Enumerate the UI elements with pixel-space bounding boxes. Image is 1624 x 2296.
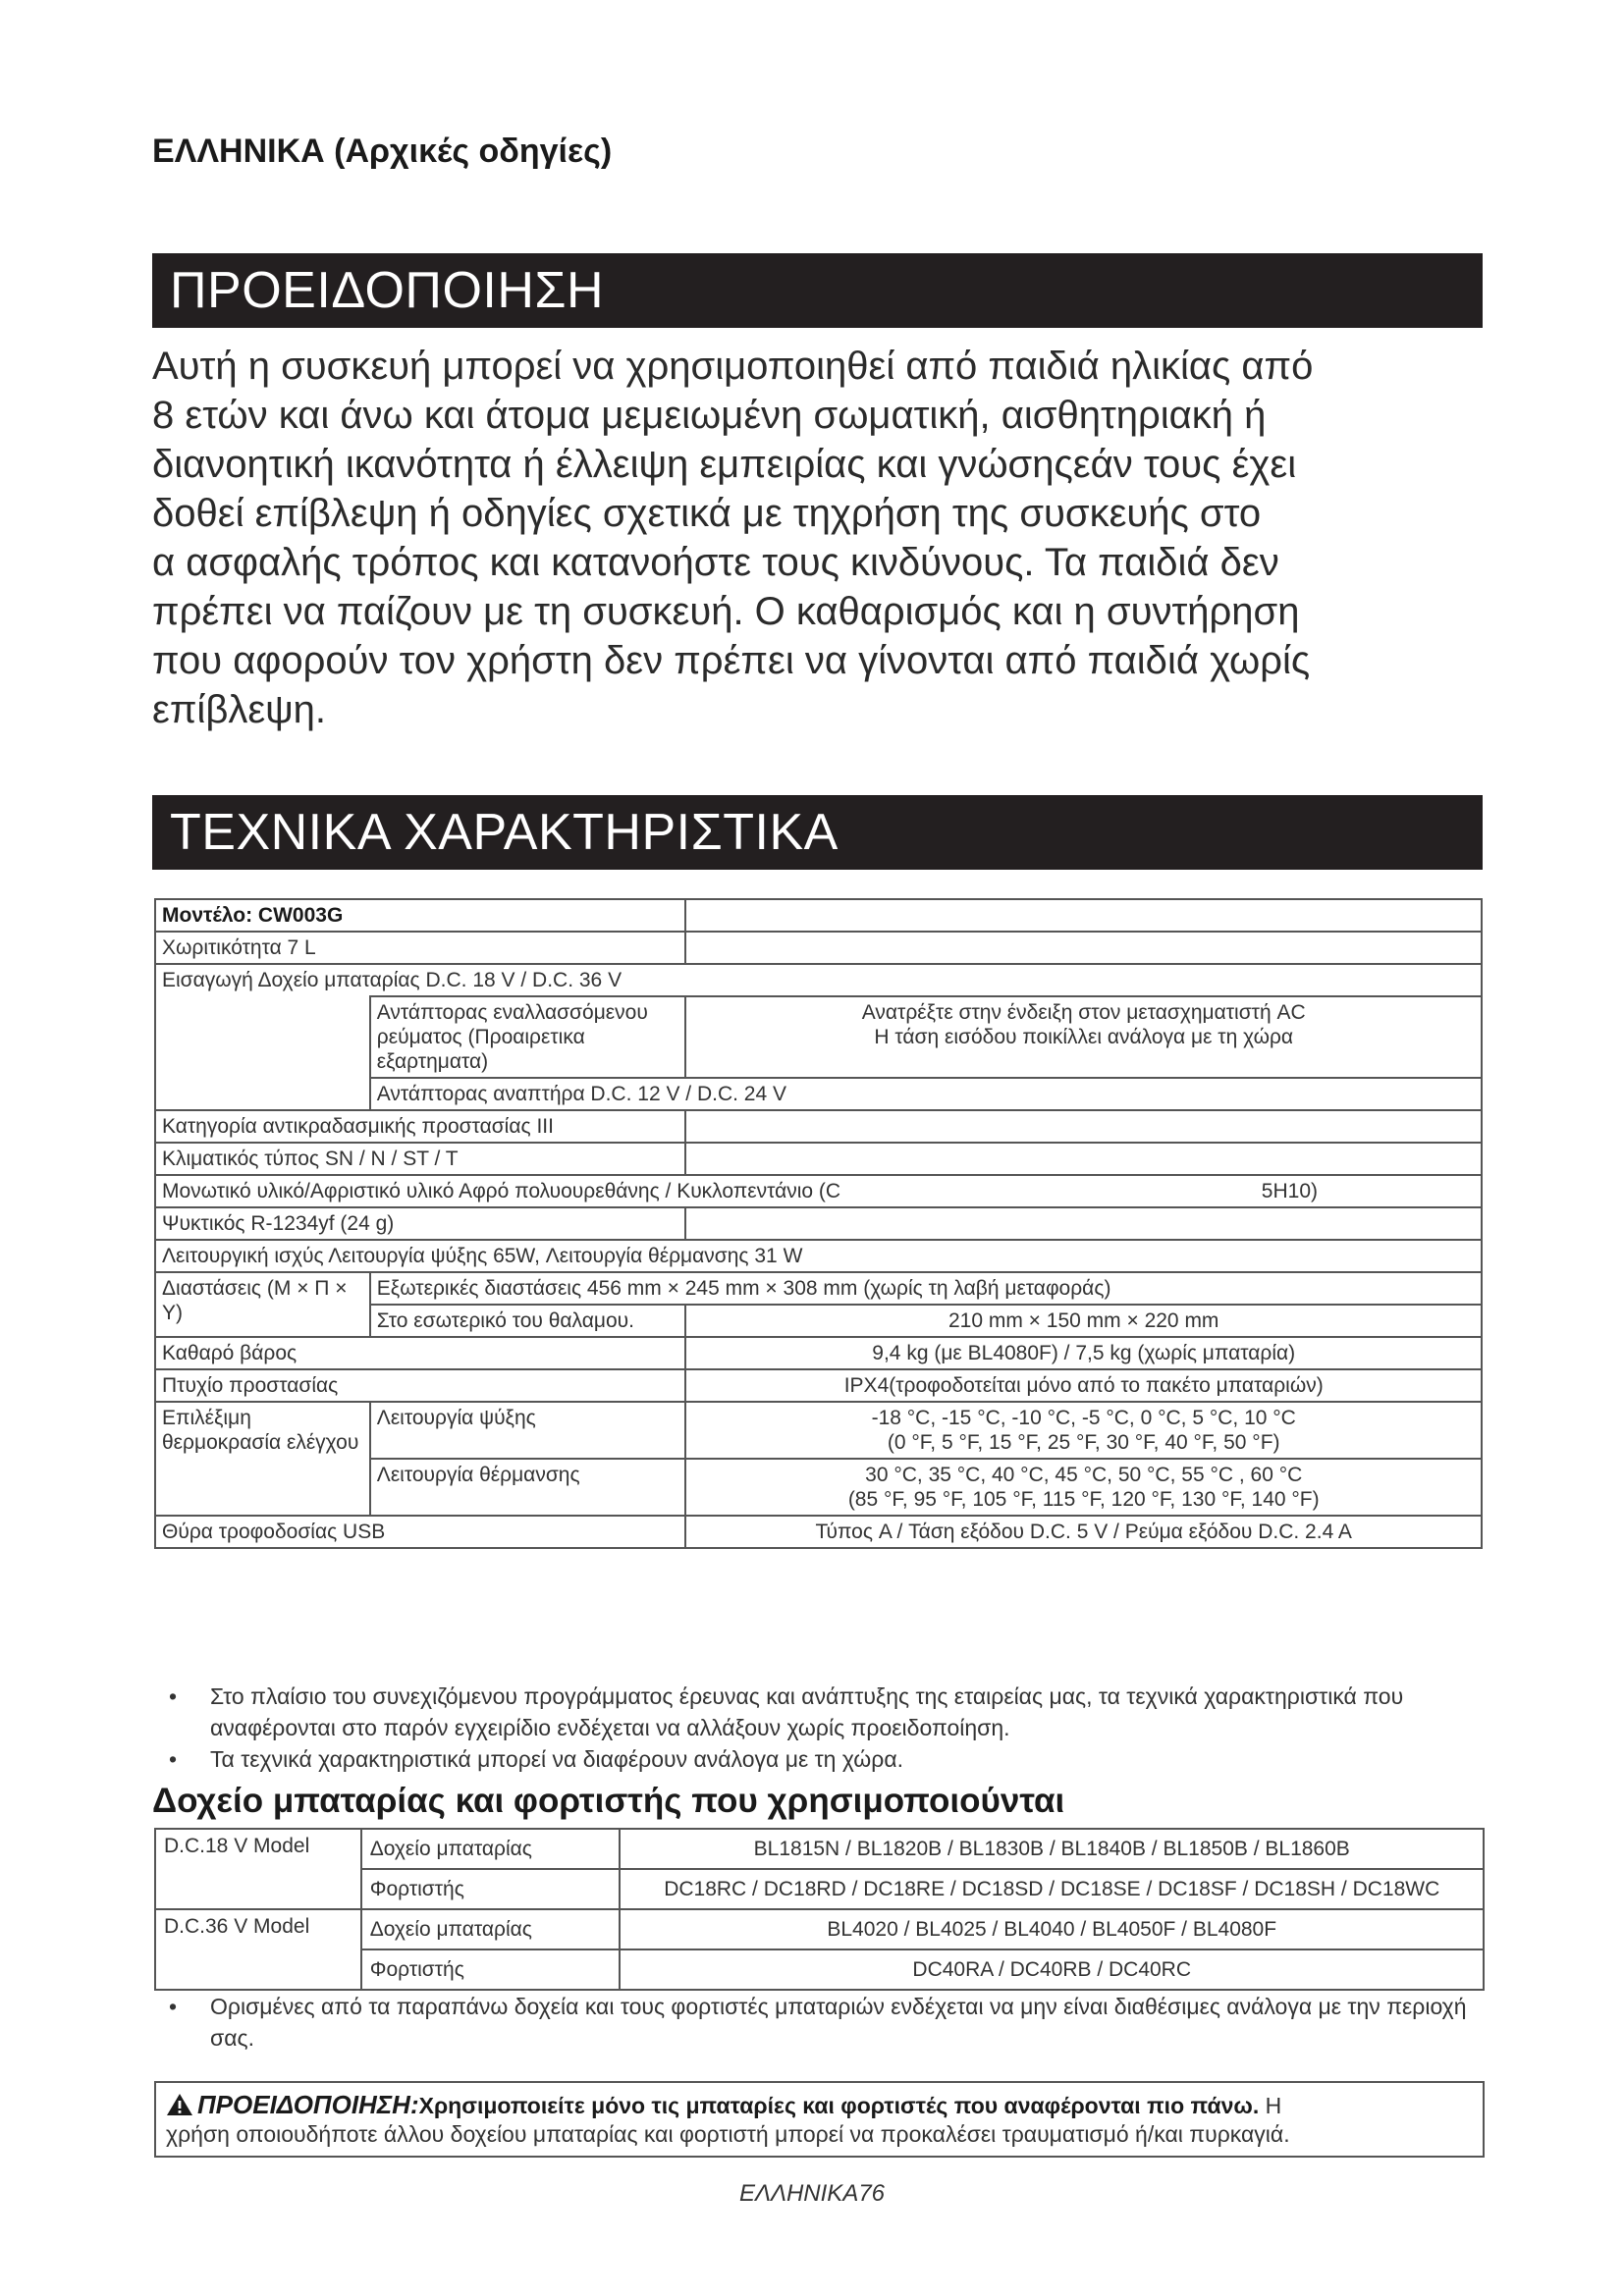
insulation-cell: Μονωτικό υλικό/Αφριστικό υλικό Αφρό πολυουρεθάνης / Κυκλοπεντάνιο (C 5H10)	[155, 1175, 1482, 1207]
table-row	[155, 1078, 1482, 1110]
net-weight-value: 9,4 kg (με BL4080F) / 7,5 kg (χωρίς μπαταρία)	[685, 1337, 1482, 1369]
dims-external-cell: Εξωτερικές διαστάσεις 456 mm × 245 mm × 308 mm (χωρίς τη λαβή μεταφοράς)	[370, 1272, 1482, 1305]
battery-section-title: Δοχείο μπαταρίας και φορτιστής που χρησιμοποιούνται	[152, 1782, 1065, 1820]
warning-line: διανοητική ικανότητα ή έλλειψη εμπειρίας και γνώσηςεάν τους έχει	[152, 443, 1297, 486]
table-row	[155, 1337, 1482, 1369]
car-adapter-cell: Αντάπτορας αναπτήρα D.C. 12 V / D.C. 24 V	[370, 1078, 1482, 1110]
page-footer: ΕΛΛΗΝΙΚΑ76	[738, 2180, 886, 2207]
table-row	[155, 1402, 1482, 1459]
warning-line: επίβλεψη.	[152, 688, 327, 731]
battery-table	[154, 1828, 1485, 1991]
table-row	[155, 996, 1482, 1078]
battery-note	[159, 1991, 1485, 2054]
net-weight-label: Καθαρό βάρος	[155, 1337, 685, 1369]
batteries-18v: BL1815N / BL1820B / BL1830B / BL1840B / BL1850B / BL1860B	[620, 1829, 1484, 1869]
heating-values: 30 °C, 35 °C, 40 °C, 45 °C, 50 °C, 55 °C , 60 °C (85 °F, 95 °F, 105 °F, 115 °F, 120 °F, 130 °F, 140 °F)	[685, 1459, 1482, 1516]
ac-adapter-value: Ανατρέξτε στην ένδειξη στον μετασχηματιστή AC Η τάση εισόδου ποικίλλει ανάλογα με τη χώρα	[685, 996, 1482, 1078]
final-warning-box: ΠΡΟΕΙΔΟΠΟΙΗΣΗ:Χρησιμοποιείτε μόνο τις μπαταρίες και φορτιστές που αναφέρονται πιο πάνω. Η χρήση οποιουδήποτε άλλου δοχείου μπαταρίας και φορτιστή μπορεί να προκαλέσει τραυματισμό ή/και πυρκαγιά.	[154, 2081, 1485, 2158]
dims-internal-value: 210 mm × 150 mm × 220 mm	[685, 1305, 1482, 1337]
shock-class-cell: Κατηγορία αντικραδασμικής προστασίας III	[155, 1110, 685, 1143]
list-item: • Στο πλαίσιο του συνεχιζόμενου προγράμματος έρευνας και ανάπτυξης της εταιρείας μας, τα τεχνικά χαρακτηριστικά που αναφέρονται στο παρόν εγχειρίδιο ενδέχεται να αλλάξουν χωρίς προειδοποίηση.	[169, 1683, 1404, 1740]
model-36v: D.C.36 V Model	[155, 1909, 361, 1990]
warning-keyword: ΠΡΟΕΙΔΟΠΟΙΗΣΗ:	[197, 2090, 419, 2119]
list-item: • Ορισμένες από τα παραπάνω δοχεία και τους φορτιστές μπαταριών ενδέχεται να μην είναι διαθέσιμες ανάλογα με την περιοχή σας.	[169, 1994, 1467, 2051]
ac-adapter-label: Αντάπτορας εναλλασσόμενου ρεύματος (Προαιρετικα εξαρτηματα)	[370, 996, 686, 1078]
table-row	[155, 1207, 1482, 1240]
warning-bold-text: Χρησιμοποιείτε μόνο τις μπαταρίες και φορτιστές που αναφέρονται πιο πάνω.	[418, 2093, 1260, 2118]
table-row	[155, 899, 1482, 932]
charger-label: Φορτιστής	[361, 1949, 621, 1990]
spec-notes	[159, 1681, 1485, 1775]
charger-label: Φορτιστής	[361, 1869, 621, 1909]
table-row	[155, 1909, 1484, 1949]
dims-internal-label: Στο εσωτερικό του θαλαμου.	[370, 1305, 686, 1337]
usb-value: Τύπος A / Τάση εξόδου D.C. 5 V / Ρεύμα εξόδου D.C. 2.4 A	[685, 1516, 1482, 1548]
dimensions-label: Διαστάσεις (Μ × Π × Υ)	[155, 1272, 370, 1337]
warning-second-line: χρήση οποιουδήποτε άλλου δοχείου μπαταρίας και φορτιστή μπορεί να προκαλέσει τραυματισμό ή/και πυρκαγιά.	[166, 2121, 1290, 2147]
refrigerant-cell: Ψυκτικός R-1234yf (24 g)	[155, 1207, 685, 1240]
protection-value: IPX4(τροφοδοτείται μόνο από το πακέτο μπαταριών)	[685, 1369, 1482, 1402]
usb-label: Θύρα τροφοδοσίας USB	[155, 1516, 685, 1548]
table-row	[155, 1369, 1482, 1402]
warning-line: δοθεί επίβλεψη ή οδηγίες σχετικά με τηχρήση της συσκευής στο	[152, 492, 1262, 535]
warning-line: Αυτή η συσκευή μπορεί να χρησιμοποιηθεί από παιδιά ηλικίας από	[152, 345, 1314, 388]
power-cell: Λειτουργική ισχύς Λειτουργία ψύξης 65W, Λειτουργία θέρμανσης 31 W	[155, 1240, 1482, 1272]
table-row	[155, 1272, 1482, 1305]
table-row	[155, 1175, 1482, 1207]
protection-label: Πτυχίο προστασίας	[155, 1369, 685, 1402]
specs-table	[154, 898, 1483, 1549]
battery-label: Δοχείο μπαταρίας	[361, 1909, 621, 1949]
table-row	[155, 1110, 1482, 1143]
chargers-18v: DC18RC / DC18RD / DC18RE / DC18SD / DC18SE / DC18SF / DC18SH / DC18WC	[620, 1869, 1484, 1909]
cooling-values: -18 °C, -15 °C, -10 °C, -5 °C, 0 °C, 5 °C, 10 °C (0 °F, 5 °F, 15 °F, 25 °F, 30 °F, 40 °F, 50 °F)	[685, 1402, 1482, 1459]
model-18v: D.C.18 V Model	[155, 1829, 361, 1909]
climate-cell: Κλιματικός τύπος SN / N / ST / T	[155, 1143, 685, 1175]
warning-line: 8 ετών και άνω και άτομα μεμειωμένη σωματική, αισθητηριακή ή	[152, 394, 1267, 437]
table-row	[155, 964, 1482, 996]
warning-text	[152, 342, 1488, 734]
table-row	[155, 1516, 1482, 1548]
model-cell: Μοντέλο: CW003G	[155, 899, 685, 932]
temp-label: Επιλέξιμη θερμοκρασία ελέγχου	[155, 1402, 370, 1516]
table-row	[155, 932, 1482, 964]
list-item: • Τα τεχνικά χαρακτηριστικά μπορεί να διαφέρουν ανάλογα με τη χώρα.	[169, 1746, 904, 1772]
batteries-36v: BL4020 / BL4025 / BL4040 / BL4050F / BL4080F	[620, 1909, 1484, 1949]
table-row	[155, 1143, 1482, 1175]
chargers-36v: DC40RA / DC40RB / DC40RC	[620, 1949, 1484, 1990]
warning-line: α ασφαλής τρόπος και κατανοήστε τους κινδύνους. Τα παιδιά δεν	[152, 541, 1279, 584]
warning-triangle-icon	[166, 2093, 193, 2116]
table-row	[155, 1240, 1482, 1272]
cooling-label: Λειτουργία ψύξης	[370, 1402, 686, 1459]
table-row	[155, 1829, 1484, 1869]
warning-line: που αφορούν τον χρήστη δεν πρέπει να γίνονται από παιδιά χωρίς	[152, 639, 1311, 682]
specs-banner: ΤΕΧΝΙΚΑ ΧΑΡΑΚΤΗΡΙΣΤΙΚΑ	[152, 795, 1483, 870]
language-title: ΕΛΛΗΝΙΚΑ (Αρχικές οδηγίες)	[152, 133, 613, 170]
heating-label: Λειτουργία θέρμανσης	[370, 1459, 686, 1516]
capacity-cell: Χωριτικότητα 7 L	[155, 932, 685, 964]
input-cell: Εισαγωγή Δοχείο μπαταρίας D.C. 18 V / D.C. 36 V	[155, 964, 1482, 996]
warning-banner: ΠΡΟΕΙΔΟΠΟΙΗΣΗ	[152, 253, 1483, 328]
warning-line: πρέπει να παίζουν με τη συσκευή. Ο καθαρισμός και η συντήρηση	[152, 590, 1300, 633]
battery-label: Δοχείο μπαταρίας	[361, 1829, 621, 1869]
